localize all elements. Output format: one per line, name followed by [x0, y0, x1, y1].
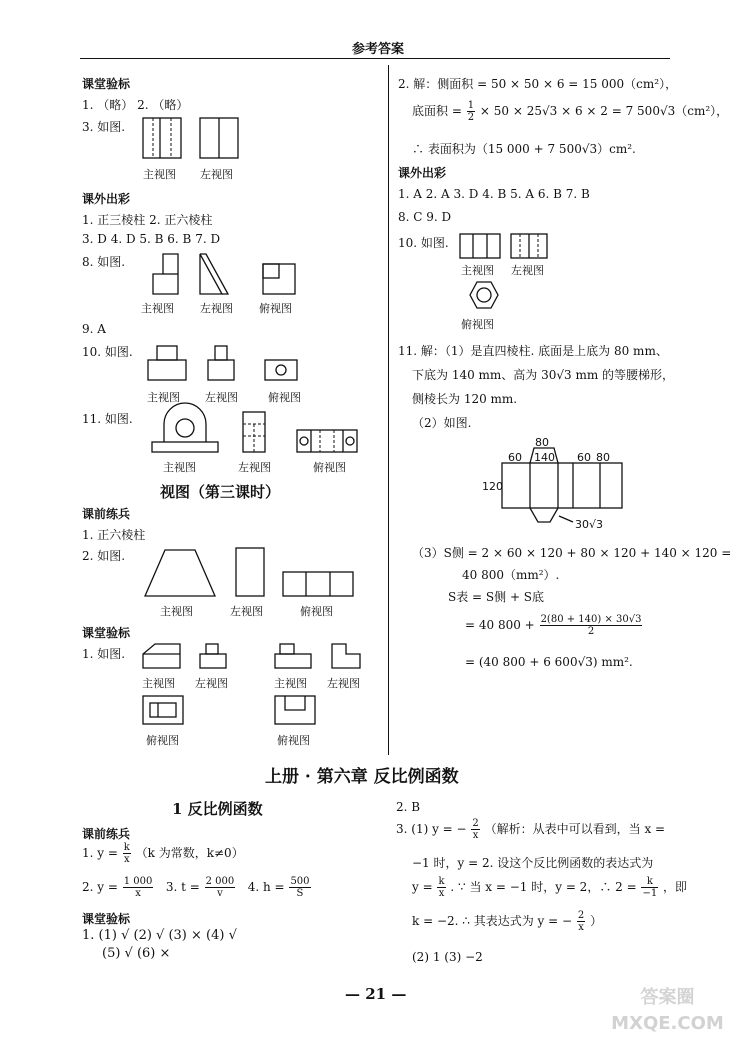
answer-line: 1. A 2. A 3. D 4. B 5. A 6. B 7. B	[398, 187, 590, 201]
column-divider	[388, 65, 389, 755]
fraction	[289, 876, 310, 899]
text: . ∵ 当 x = −1 时，y = 2，∴ 2 =	[450, 880, 637, 894]
denominator: 2	[587, 626, 595, 637]
fraction	[123, 842, 131, 865]
figure-caption: 左视图	[511, 264, 544, 277]
figure-caption: 主视图	[461, 264, 494, 277]
answer-line: 8. C 9. D	[398, 210, 452, 224]
answer-line: (2) 1 (3) −2	[412, 950, 483, 964]
section-title: 课堂验标	[82, 912, 131, 926]
answer-line: 1. （略） 2. （略）	[82, 98, 189, 112]
figure-caption: 俯视图	[300, 605, 333, 618]
figure-caption: 左视图	[200, 302, 233, 315]
figure-caption: 左视图	[200, 168, 233, 181]
figure-caption: 主视图	[160, 605, 193, 618]
answer-line	[412, 910, 602, 933]
figure-caption: 左视图	[195, 677, 228, 690]
answer-line: 2. 解：侧面积 = 50 × 50 × 6 = 15 000（cm²），	[398, 77, 678, 91]
answer-line: 8. 如图.	[82, 255, 126, 269]
net-label-l4: 80	[596, 451, 610, 464]
figure-caption: 左视图	[205, 391, 238, 404]
text: 2. y =	[82, 880, 118, 894]
answer-line: S表 = S侧 + S底	[448, 590, 545, 604]
answer-line	[396, 818, 665, 841]
section-title: 课堂验标	[82, 77, 131, 91]
q8-views-figure	[150, 250, 310, 296]
net-label-slant: 30√3	[575, 518, 604, 531]
answer-line: 1. 正三棱柱 2. 正六棱柱	[82, 213, 213, 227]
denominator: x	[135, 888, 141, 899]
net-label-l2: 140	[534, 451, 555, 464]
figure-caption: 左视图	[230, 605, 263, 618]
text: （k 为常数，k≠0）	[135, 846, 244, 860]
q3-views-figure	[140, 116, 250, 162]
numerator: 2	[472, 818, 479, 829]
answer-line: −1 时，y = 2. 设这个反比例函数的表达式为	[412, 856, 654, 870]
q11-views-figure	[150, 408, 370, 456]
figure-caption: 主视图	[163, 461, 196, 474]
fraction	[205, 876, 236, 899]
figure-caption: 俯视图	[313, 461, 346, 474]
numerator: 2 000	[205, 876, 235, 887]
answer-line: 3. 如图.	[82, 120, 126, 134]
figure-caption: 主视图	[142, 677, 175, 690]
fraction	[437, 876, 445, 899]
answer-line: ∴ 表面积为（15 000 + 7 500√3）cm².	[412, 142, 636, 156]
text: k = −2. ∴ 其表达式为 y = −	[412, 914, 573, 928]
text: 3. t =	[165, 880, 200, 894]
numerator: 1	[467, 100, 475, 111]
answer-line: （2）如图.	[412, 416, 472, 430]
answer-line: 10. 如图.	[398, 236, 449, 250]
figure-caption: 俯视图	[268, 391, 301, 404]
net-label-top: 80	[535, 436, 549, 449]
numerator: k	[641, 876, 658, 888]
answer-line	[465, 614, 643, 637]
answer-line	[412, 100, 728, 123]
answer-line	[82, 876, 312, 899]
numerator: 2(80 + 140) × 30√3	[540, 614, 642, 625]
chapter-title: 上册 · 第六章 反比例函数	[265, 767, 459, 787]
net-label-l1: 60	[508, 451, 522, 464]
answer-line: 侧棱长为 120 mm.	[412, 392, 518, 406]
text: 1. y =	[82, 846, 118, 860]
answer-line	[412, 876, 687, 899]
section-title: 课外出彩	[82, 192, 131, 206]
answer-line: 2. 如图.	[82, 549, 126, 563]
denominator: −1	[642, 888, 658, 899]
page-number: — 21 —	[345, 985, 407, 1003]
answer-line: 11. 解：（1）是直四棱柱. 底面是上底为 80 mm、	[398, 344, 668, 358]
fraction	[467, 100, 475, 123]
figure-caption: 左视图	[327, 677, 360, 690]
answer-line: 11. 如图.	[82, 412, 133, 426]
answer-line: 3. D 4. D 5. B 6. B 7. D	[82, 232, 221, 246]
fraction	[123, 876, 154, 899]
numerator: 2	[577, 910, 585, 921]
answer-line: 40 800（mm²）.	[462, 568, 560, 582]
text: ）	[590, 914, 603, 928]
header-rule	[80, 58, 670, 59]
net-label-side: 120	[482, 480, 503, 493]
section-title: 课外出彩	[398, 166, 447, 180]
answer-line: 10. 如图.	[82, 345, 133, 359]
numerator: k	[438, 876, 445, 887]
section-title: 课前练兵	[82, 507, 131, 521]
answer-line: 1. 如图.	[82, 647, 126, 661]
denominator: x	[438, 888, 445, 899]
numerator: k	[123, 842, 130, 853]
fraction	[540, 614, 643, 637]
answer-line: 2. B	[396, 800, 421, 814]
watermark-logo: 答案圈 MXQE.COM	[611, 987, 724, 1034]
header-title: 参考答案	[352, 42, 405, 57]
denominator: x	[123, 854, 130, 865]
fraction	[471, 818, 479, 841]
answer-line: = (40 800 + 6 600√3) mm².	[465, 655, 633, 669]
figure-caption: 主视图	[147, 391, 180, 404]
answer-line: 下底为 140 mm、高为 30√3 mm 的等腰梯形，	[412, 368, 675, 382]
prism-net-figure	[478, 436, 638, 531]
figure-caption: 俯视图	[146, 734, 179, 747]
answer-line: 9. A	[82, 322, 106, 336]
denominator: x	[578, 922, 584, 933]
answer-line: 1. (1) √ (2) √ (3) × (4) √	[82, 928, 237, 943]
answer-line	[82, 842, 244, 865]
text: 4. h =	[247, 880, 285, 894]
numerator: 500	[290, 876, 310, 887]
text: 底面积 =	[412, 104, 462, 118]
figure-caption: 俯视图	[277, 734, 310, 747]
lesson-title: 视图（第三课时）	[160, 483, 281, 501]
denominator: S	[296, 888, 304, 899]
lesson-title: 1 反比例函数	[172, 800, 263, 818]
q10-views-figure	[145, 342, 305, 384]
fraction	[577, 910, 585, 933]
denominator: 2	[467, 112, 475, 123]
text: = 40 800 +	[465, 618, 535, 632]
text: （解析：从表中可以看到，当 x =	[484, 822, 666, 836]
net-label-l3: 60	[577, 451, 591, 464]
section-title: 课前练兵	[82, 827, 131, 841]
denominator: v	[217, 888, 223, 899]
figure-caption: 左视图	[238, 461, 271, 474]
figure-caption: 主视图	[141, 302, 174, 315]
numerator: 1 000	[123, 876, 153, 887]
fraction	[641, 876, 658, 899]
answer-line: (5) √ (6) ×	[102, 946, 171, 961]
figure-caption: 主视图	[143, 168, 176, 181]
s3-views-figure	[143, 544, 358, 600]
section-title: 课堂验标	[82, 626, 131, 640]
denominator: x	[472, 830, 479, 841]
text: y =	[412, 880, 433, 894]
figure-caption: 俯视图	[259, 302, 292, 315]
text: 3. (1) y = −	[396, 822, 467, 836]
figure-caption: 主视图	[274, 677, 307, 690]
answer-line: （3）S侧 = 2 × 60 × 120 + 80 × 120 + 140 × 120 =	[412, 546, 732, 560]
text: ，即	[663, 880, 688, 894]
figure-caption: 俯视图	[461, 318, 494, 331]
text: × 50 × 25√3 × 6 × 2 = 7 500√3（cm²），	[479, 104, 729, 118]
answer-line: 1. 正六棱柱	[82, 528, 146, 542]
